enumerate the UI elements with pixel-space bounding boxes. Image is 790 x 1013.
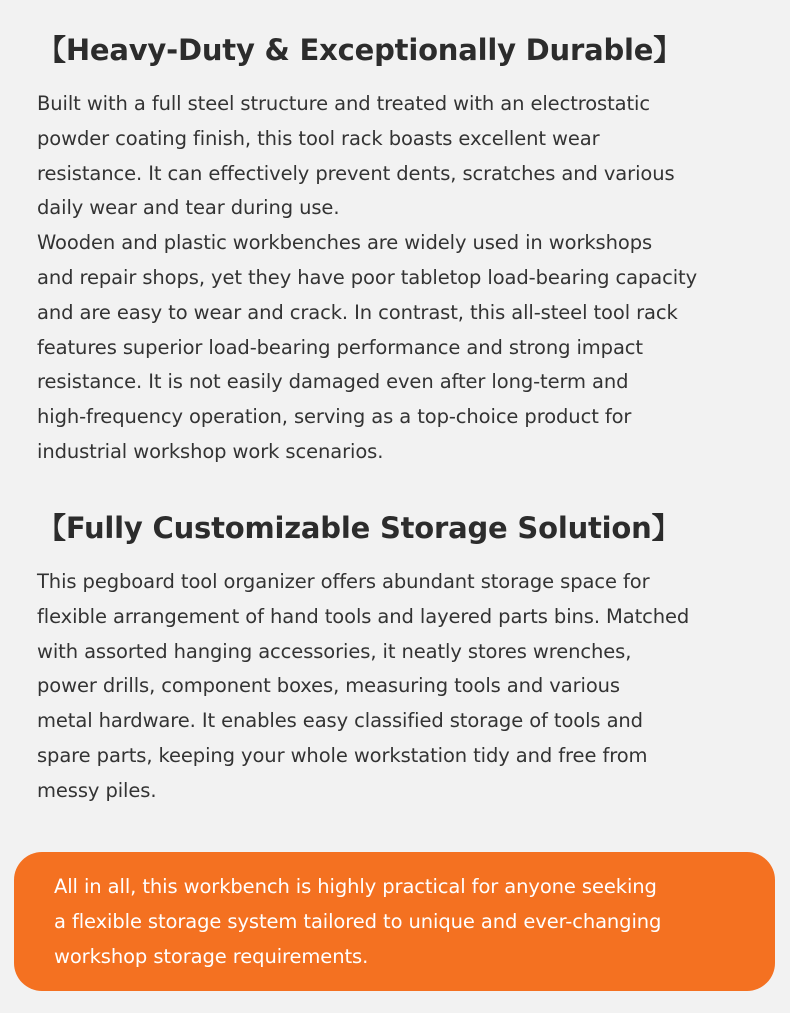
storage-description <box>37 565 767 809</box>
heading-open-bracket: 【 <box>37 33 66 67</box>
durability-heading-text: Heavy-Duty & Exceptionally Durable <box>65 33 654 67</box>
summary-callout <box>14 852 775 991</box>
description-line: daily wear and tear during use. <box>37 196 340 220</box>
storage-section <box>37 508 767 809</box>
summary-line: workshop storage requirements. <box>54 945 369 968</box>
description-line: with assorted hanging accessories, it neatly stores wrenches, <box>37 639 632 663</box>
description-line: industrial workshop work scenarios. <box>37 439 384 463</box>
description-line: metal hardware. It enables easy classified storage of tools and <box>37 709 643 733</box>
description-line: features superior load-bearing performance and strong impact <box>37 335 643 359</box>
description-line: spare parts, keeping your whole workstation tidy and free from <box>37 743 648 767</box>
summary-line: All in all, this workbench is highly practical for anyone seeking <box>54 875 657 898</box>
heading-close-bracket: 】 <box>651 511 681 545</box>
description-line: power drills, component boxes, measuring tools and various <box>37 674 620 698</box>
description-line: high-frequency operation, serving as a top-choice product for <box>37 405 632 429</box>
description-line: Wooden and plastic workbenches are widely used in workshops <box>37 231 653 255</box>
summary-text <box>54 869 661 974</box>
description-line: and repair shops, yet they have poor tabletop load-bearing capacity <box>37 265 698 289</box>
description-line: This pegboard tool organizer offers abundant storage space for <box>37 570 650 593</box>
description-line: messy piles. <box>37 778 157 802</box>
description-line: resistance. It is not easily damaged even after long-term and <box>37 370 629 394</box>
summary-line: a flexible storage system tailored to unique and ever-changing <box>54 910 662 933</box>
description-line: Built with a full steel structure and treated with an electrostatic <box>37 92 650 115</box>
heading-close-bracket: 】 <box>653 33 683 67</box>
description-line: resistance. It can effectively prevent dents, scratches and various <box>37 161 675 185</box>
durability-heading <box>37 30 767 70</box>
storage-heading <box>37 508 767 548</box>
durability-description <box>37 87 767 470</box>
storage-heading-text: Fully Customizable Storage Solution <box>65 511 652 545</box>
durability-section <box>37 30 767 470</box>
description-line: and are easy to wear and crack. In contrast, this all-steel tool rack <box>37 300 678 324</box>
description-line: flexible arrangement of hand tools and layered parts bins. Matched <box>37 604 690 628</box>
heading-open-bracket: 【 <box>37 511 66 545</box>
description-line: powder coating finish, this tool rack boasts excellent wear <box>37 126 600 150</box>
